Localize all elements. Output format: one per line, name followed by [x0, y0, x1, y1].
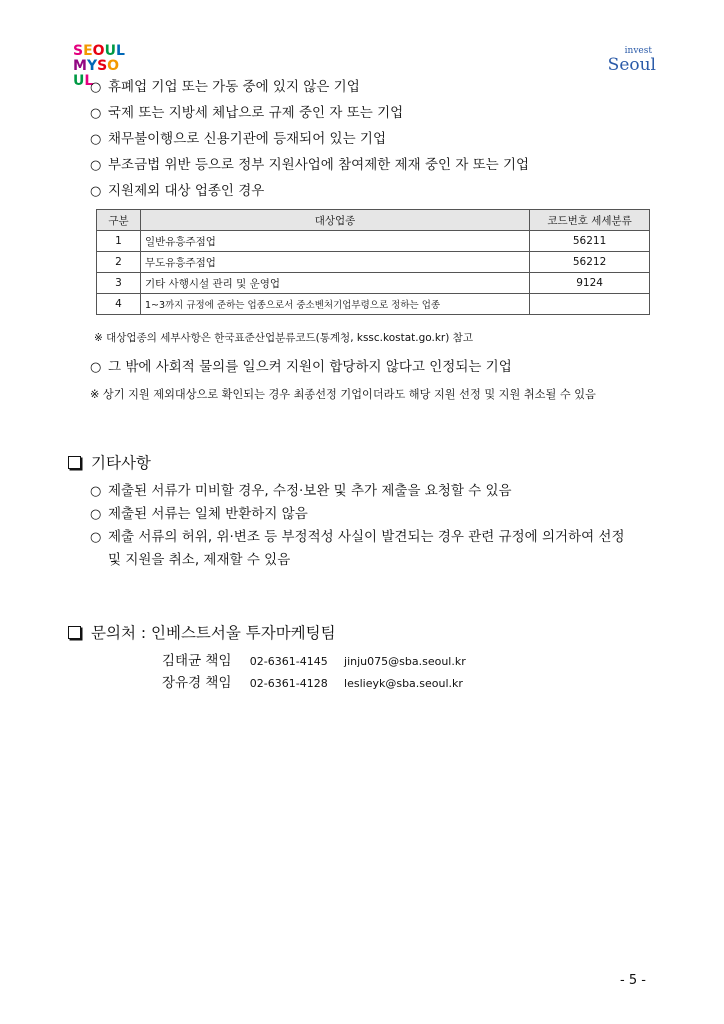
circle-bullet-icon: ○: [90, 106, 102, 121]
contact-email[interactable]: jinju075@sba.seoul.kr: [344, 655, 466, 668]
circle-bullet-icon: ○: [90, 507, 102, 522]
table-cell: 1~3까지 규정에 준하는 업종으로서 중소벤처기업부령으로 정하는 업종: [140, 294, 529, 315]
contact-name: 장유경 책임: [162, 675, 232, 691]
contact-email[interactable]: leslieyk@sba.seoul.kr: [344, 677, 463, 690]
invest-seoul-logo: [600, 46, 656, 74]
page-number: - 5 -: [620, 973, 646, 988]
table-cell: 무도유흥주점업: [140, 252, 529, 273]
table-row: [97, 273, 650, 294]
logo-letter: L: [115, 43, 125, 59]
list-item-text: 그 밖에 사회적 물의를 일으켜 지원이 합당하지 않다고 인정되는 기업: [108, 359, 512, 375]
contact-phone: 02-6361-4128: [249, 677, 328, 690]
list-item-text: 제출된 서류는 일체 반환하지 않음: [108, 506, 308, 522]
invest-logo-big: Seoul: [607, 55, 656, 75]
list-item: [90, 129, 386, 150]
checkbox-square-icon: [68, 456, 81, 469]
table-cell: 일반유흥주점업: [140, 231, 529, 252]
table-cell: 3: [97, 273, 141, 294]
circle-bullet-icon: ○: [90, 132, 102, 147]
list-item: [90, 181, 264, 202]
circle-bullet-icon: ○: [90, 360, 102, 375]
logo-line-seoul: [73, 44, 125, 59]
checkbox-square-icon: [68, 626, 81, 639]
list-item: [90, 357, 512, 378]
table-header-cell: 구분: [97, 210, 141, 231]
logo-letter: U: [104, 43, 116, 59]
list-item: [90, 77, 360, 98]
section-title: 문의처 : 인베스트서울 투자마케팅팀: [91, 624, 336, 642]
table-cell: 4: [97, 294, 141, 315]
section-title: 기타사항: [91, 454, 151, 472]
circle-bullet-icon: ○: [90, 530, 102, 545]
excluded-industry-table: [96, 209, 650, 315]
list-item: [90, 504, 308, 525]
logo-letter: E: [83, 43, 93, 59]
list-item-text: 제출된 서류가 미비할 경우, 수정·보완 및 추가 제출을 요청할 수 있음: [108, 483, 512, 499]
circle-bullet-icon: ○: [90, 484, 102, 499]
logo-letter: M: [73, 58, 87, 74]
table-cell: 기타 사행시설 관리 및 운영업: [140, 273, 529, 294]
table-header-cell: 코드번호 세세분류: [530, 210, 650, 231]
list-item-text: 부조금법 위반 등으로 정부 지원사업에 참여제한 제재 중인 자 또는 기업: [108, 157, 530, 173]
contact-row: [162, 671, 463, 691]
contact-phone: 02-6361-4145: [249, 655, 328, 668]
table-cell: 2: [97, 252, 141, 273]
table-note: ※ 대상업종의 세부사항은 한국표준산업분류코드(통계청, kssc.kostat.go.kr) 참고: [94, 332, 473, 344]
logo-letter: L: [84, 73, 94, 89]
invest-logo-small: invest: [624, 46, 652, 56]
list-item-continuation: 및 지원을 취소, 제재할 수 있음: [108, 552, 291, 568]
table-header-cell: 대상업종: [140, 210, 529, 231]
circle-bullet-icon: ○: [90, 80, 102, 95]
table-row: [97, 294, 650, 315]
table-row: [97, 252, 650, 273]
list-item-text: 휴폐업 기업 또는 가동 중에 있지 않은 기업: [108, 79, 360, 95]
logo-letter: S: [73, 43, 84, 59]
table-cell: 9124: [530, 273, 650, 294]
table-cell: [530, 294, 650, 315]
list-item: [90, 527, 625, 548]
list-item-text: 제출 서류의 허위, 위·변조 등 부정적성 사실이 발견되는 경우 관련 규정에 의거하여 선정: [108, 529, 625, 545]
logo-letter: U: [73, 73, 85, 89]
logo-letter: S: [97, 58, 108, 74]
list-item-text: 지원제외 대상 업종인 경우: [108, 183, 265, 199]
section-heading-etc: [68, 451, 151, 473]
contact-name: 김태균 책임: [162, 653, 232, 669]
list-item-text: 채무불이행으로 신용기관에 등재되어 있는 기업: [108, 131, 386, 147]
table-cell: 56212: [530, 252, 650, 273]
list-item-text: 국제 또는 지방세 체납으로 규제 중인 자 또는 기업: [108, 105, 404, 121]
logo-letter: Y: [86, 58, 98, 74]
exclusion-note: ※ 상기 지원 제외대상으로 확인되는 경우 최종선정 기업이더라도 해당 지원 선정 및 지원 취소될 수 있음: [90, 388, 596, 401]
circle-bullet-icon: ○: [90, 158, 102, 173]
table-row: [97, 231, 650, 252]
list-item: [90, 155, 529, 176]
list-item: [90, 481, 512, 502]
table-cell: 1: [97, 231, 141, 252]
contact-row: [162, 649, 466, 669]
section-heading-contact: [68, 621, 336, 643]
table-cell: 56211: [530, 231, 650, 252]
table-header-row: [97, 210, 650, 231]
logo-letter: O: [92, 43, 105, 59]
circle-bullet-icon: ○: [90, 184, 102, 199]
logo-letter: O: [107, 58, 120, 74]
list-item: [90, 103, 403, 124]
